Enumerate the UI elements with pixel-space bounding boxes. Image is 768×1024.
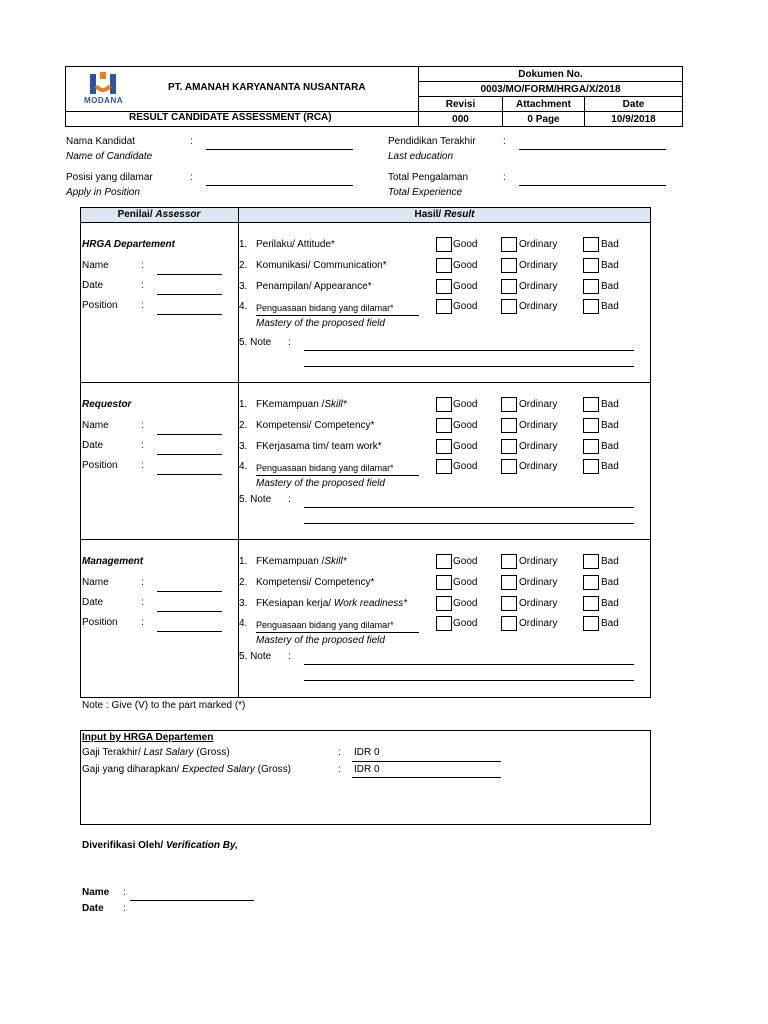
checkbox-ordinary[interactable] — [501, 237, 517, 252]
form-title: RESULT CANDIDATE ASSESSMENT (RCA) — [129, 112, 332, 123]
checkbox-good[interactable] — [436, 575, 452, 590]
education-input[interactable] — [519, 149, 666, 150]
option-label-good: Good — [453, 461, 478, 472]
criterion-label-text: FKemampuan / — [256, 556, 325, 567]
option-label-good: Good — [453, 618, 478, 629]
criterion-label — [256, 260, 387, 272]
assessor-name-label: Name — [82, 260, 109, 271]
criterion-label — [256, 462, 394, 474]
colon: : — [141, 617, 144, 628]
note-input-line-2[interactable] — [304, 366, 634, 367]
result-header-a: Hasil/ — [414, 209, 444, 220]
criterion-label — [256, 399, 347, 411]
criterion-label — [256, 281, 372, 293]
criterion-label — [256, 239, 335, 251]
option-label-good: Good — [453, 239, 478, 250]
assessor-header-a: Penilai/ — [117, 209, 156, 220]
mastery-label: Mastery of the proposed field — [256, 318, 385, 329]
result-column-header — [238, 209, 651, 221]
option-label-ordinary: Ordinary — [519, 577, 558, 588]
education-label: Pendidikan Terakhir — [388, 136, 476, 147]
option-label-ordinary: Ordinary — [519, 420, 558, 431]
note-input-line-2[interactable] — [304, 523, 634, 524]
last-salary-label-c: (Gross) — [193, 747, 230, 758]
verification-label-a: Diverifikasi Oleh/ — [82, 840, 166, 851]
criterion-label — [256, 556, 347, 568]
option-label-ordinary: Ordinary — [519, 461, 558, 472]
last-salary-label-b: Last Salary — [143, 747, 194, 758]
verifier-name-input[interactable] — [130, 900, 254, 901]
criterion-label — [256, 619, 394, 631]
option-label-bad: Bad — [601, 461, 619, 472]
candidate-name-input[interactable] — [206, 149, 353, 150]
assessor-date-label: Date — [82, 597, 104, 608]
option-label-bad: Bad — [601, 420, 619, 431]
checkbox-bad[interactable] — [583, 596, 599, 611]
checkbox-good[interactable] — [436, 237, 452, 252]
result-header-b: Result — [443, 209, 475, 220]
experience-label: Total Pengalaman — [388, 172, 469, 183]
experience-input[interactable] — [519, 185, 666, 186]
company-name: PT. AMANAH KARYANANTA NUSANTARA — [168, 82, 366, 93]
criterion-underline — [256, 315, 419, 316]
criterion-number: 4. — [239, 461, 248, 472]
colon: : — [141, 420, 144, 431]
criterion-label — [256, 441, 382, 453]
criterion-number: 2. — [239, 260, 248, 271]
option-label-ordinary: Ordinary — [519, 260, 558, 271]
checkbox-ordinary[interactable] — [501, 459, 517, 474]
revisi-value: 000 — [418, 111, 503, 127]
criterion-label-text: FKemampuan / — [256, 399, 325, 410]
assessor-name-input[interactable] — [157, 274, 222, 275]
assessor-date-input[interactable] — [157, 611, 222, 612]
criterion-label-italic: Work readiness* — [333, 598, 408, 609]
checkbox-good[interactable] — [436, 596, 452, 611]
note-input-line-1[interactable] — [304, 350, 634, 351]
position-applied-input[interactable] — [206, 185, 353, 186]
checkbox-ordinary[interactable] — [501, 258, 517, 273]
option-label-bad: Bad — [601, 301, 619, 312]
verifier-name-label: Name — [82, 887, 110, 898]
doc-no-label: Dokumen No. — [418, 66, 683, 82]
criterion-number: 3. — [239, 598, 248, 609]
criterion-label-italic: Skill* — [324, 556, 347, 567]
criterion-label-text: Penguasaan bidang yang dilamar* — [256, 303, 394, 313]
option-label-bad: Bad — [601, 618, 619, 629]
checkbox-ordinary[interactable] — [501, 596, 517, 611]
checkbox-bad[interactable] — [583, 616, 599, 631]
attachment-label: Attachment — [502, 96, 585, 112]
last-salary-value[interactable]: IDR 0 — [354, 747, 380, 758]
option-label-good: Good — [453, 420, 478, 431]
checkbox-good[interactable] — [436, 279, 452, 294]
last-salary-label — [82, 747, 230, 759]
colon: : — [123, 887, 126, 898]
assessor-position-input[interactable] — [157, 314, 222, 315]
checkbox-bad[interactable] — [583, 258, 599, 273]
colon: : — [141, 440, 144, 451]
checkbox-ordinary[interactable] — [501, 616, 517, 631]
option-label-bad: Bad — [601, 556, 619, 567]
note-input-line-1[interactable] — [304, 507, 634, 508]
colon: : — [288, 651, 291, 662]
assessor-name-input[interactable] — [157, 434, 222, 435]
option-label-good: Good — [453, 577, 478, 588]
assessor-position-label: Position — [82, 617, 118, 628]
criterion-number: 1. — [239, 399, 248, 410]
revisi-label: Revisi — [418, 96, 503, 112]
criterion-number: 3. — [239, 281, 248, 292]
note-label: 5. Note — [239, 651, 272, 662]
expected-salary-label-c: (Gross) — [254, 764, 292, 775]
assessor-name-label: Name — [82, 420, 109, 431]
section-divider — [80, 382, 651, 383]
footnote: Note : Give (V) to the part marked (*) — [82, 700, 246, 711]
expected-salary-label — [82, 764, 291, 776]
option-label-ordinary: Ordinary — [519, 399, 558, 410]
checkbox-bad[interactable] — [583, 575, 599, 590]
criterion-label-text: Penguasaan bidang yang dilamar* — [256, 620, 394, 630]
criterion-number: 2. — [239, 420, 248, 431]
assessor-position-input[interactable] — [157, 631, 222, 632]
criterion-number: 2. — [239, 577, 248, 588]
option-label-bad: Bad — [601, 239, 619, 250]
checkbox-bad[interactable] — [583, 237, 599, 252]
option-label-ordinary: Ordinary — [519, 441, 558, 452]
checkbox-good[interactable] — [436, 397, 452, 412]
checkbox-ordinary[interactable] — [501, 554, 517, 569]
assessor-position-input[interactable] — [157, 474, 222, 475]
criterion-label-italic: Skill* — [324, 399, 347, 410]
assessor-name-input[interactable] — [157, 591, 222, 592]
checkbox-good[interactable] — [436, 418, 452, 433]
colon: : — [123, 903, 126, 914]
option-label-ordinary: Ordinary — [519, 618, 558, 629]
colon: : — [503, 136, 506, 147]
assessor-date-label: Date — [82, 280, 104, 291]
section-title: Requestor — [82, 399, 132, 410]
checkbox-bad[interactable] — [583, 554, 599, 569]
criterion-label-text: FKesiapan kerja/ — [256, 598, 334, 609]
assessor-position-label: Position — [82, 300, 118, 311]
checkbox-ordinary[interactable] — [501, 439, 517, 454]
colon: : — [503, 172, 506, 183]
checkbox-bad[interactable] — [583, 279, 599, 294]
criterion-number: 4. — [239, 618, 248, 629]
criterion-label-text: Kompetensi/ Competency* — [256, 577, 375, 588]
doc-no-value: 0003/MO/FORM/HRGA/X/2018 — [418, 81, 683, 97]
date-label: Date — [584, 96, 683, 112]
criterion-label — [256, 598, 407, 610]
colon: : — [338, 764, 341, 775]
option-label-bad: Bad — [601, 281, 619, 292]
colon: : — [288, 494, 291, 505]
criterion-label-text: Penguasaan bidang yang dilamar* — [256, 463, 394, 473]
criterion-label-text: FKerjasama tim/ team work* — [256, 441, 382, 452]
company-logo — [84, 70, 124, 108]
checkbox-good[interactable] — [436, 616, 452, 631]
checkbox-good[interactable] — [436, 554, 452, 569]
assessor-header-b: Assessor — [155, 209, 201, 220]
colon: : — [190, 136, 193, 147]
criterion-underline — [256, 632, 419, 633]
position-applied-sub: Apply in Position — [66, 187, 140, 198]
colon: : — [141, 280, 144, 291]
option-label-ordinary: Ordinary — [519, 301, 558, 312]
section-title: Management — [82, 556, 144, 567]
expected-salary-label-b: Expected Salary — [182, 764, 255, 775]
criterion-number: 3. — [239, 441, 248, 452]
verification-label-b: Verification By, — [165, 840, 238, 851]
attachment-value: 0 Page — [502, 111, 585, 127]
checkbox-ordinary[interactable] — [501, 299, 517, 314]
option-label-ordinary: Ordinary — [519, 281, 558, 292]
candidate-name-sub: Name of Candidate — [66, 151, 153, 162]
colon: : — [141, 577, 144, 588]
checkbox-bad[interactable] — [583, 397, 599, 412]
option-label-good: Good — [453, 260, 478, 271]
assessor-date-input[interactable] — [157, 294, 222, 295]
checkbox-bad[interactable] — [583, 459, 599, 474]
experience-sub: Total Experience — [388, 187, 463, 198]
expected-salary-value[interactable]: IDR 0 — [354, 764, 380, 775]
criterion-number: 4. — [239, 301, 248, 312]
section-title: HRGA Departement — [82, 239, 175, 250]
checkbox-bad[interactable] — [583, 418, 599, 433]
criterion-underline — [256, 475, 419, 476]
expected-salary-label-a: Gaji yang diharapkan/ — [82, 764, 183, 775]
criterion-number: 1. — [239, 239, 248, 250]
option-label-good: Good — [453, 598, 478, 609]
checkbox-good[interactable] — [436, 439, 452, 454]
option-label-bad: Bad — [601, 399, 619, 410]
checkbox-bad[interactable] — [583, 299, 599, 314]
logo-text: MODANA — [84, 96, 123, 105]
assessor-column-header — [80, 209, 238, 221]
expected-salary-line — [352, 777, 501, 778]
criterion-label-text: Komunikasi/ Communication* — [256, 260, 387, 271]
colon: : — [141, 460, 144, 471]
checkbox-ordinary[interactable] — [501, 397, 517, 412]
assessor-date-label: Date — [82, 440, 104, 451]
option-label-bad: Bad — [601, 441, 619, 452]
criterion-label — [256, 302, 394, 314]
criterion-number: 1. — [239, 556, 248, 567]
option-label-bad: Bad — [601, 260, 619, 271]
logo-mark-icon — [84, 70, 124, 96]
option-label-good: Good — [453, 281, 478, 292]
checkbox-ordinary[interactable] — [501, 418, 517, 433]
checkbox-ordinary[interactable] — [501, 279, 517, 294]
hrga-input-title: Input by HRGA Departemen — [82, 732, 214, 743]
verifier-date-label: Date — [82, 903, 104, 914]
colon: : — [141, 300, 144, 311]
assessor-name-label: Name — [82, 577, 109, 588]
option-label-good: Good — [453, 399, 478, 410]
last-salary-label-a: Gaji Terakhir/ — [82, 747, 144, 758]
criterion-label — [256, 577, 374, 589]
option-label-bad: Bad — [601, 598, 619, 609]
assessor-position-label: Position — [82, 460, 118, 471]
option-label-good: Good — [453, 556, 478, 567]
option-label-good: Good — [453, 441, 478, 452]
option-label-ordinary: Ordinary — [519, 598, 558, 609]
date-value: 10/9/2018 — [584, 111, 683, 127]
last-salary-line — [352, 761, 501, 762]
criterion-label-text: Perilaku/ Attitude* — [256, 239, 335, 250]
note-input-line-1[interactable] — [304, 664, 634, 665]
education-sub: Last education — [388, 151, 454, 162]
note-label: 5. Note — [239, 337, 272, 348]
candidate-name-label: Nama Kandidat — [66, 136, 135, 147]
position-applied-label: Posisi yang dilamar — [66, 172, 153, 183]
checkbox-good[interactable] — [436, 459, 452, 474]
option-label-good: Good — [453, 301, 478, 312]
option-label-bad: Bad — [601, 577, 619, 588]
mastery-label: Mastery of the proposed field — [256, 478, 385, 489]
colon: : — [141, 597, 144, 608]
note-label: 5. Note — [239, 494, 272, 505]
option-label-ordinary: Ordinary — [519, 239, 558, 250]
colon: : — [338, 747, 341, 758]
mastery-label: Mastery of the proposed field — [256, 635, 385, 646]
checkbox-good[interactable] — [436, 258, 452, 273]
checkbox-ordinary[interactable] — [501, 575, 517, 590]
criterion-label-text: Penampilan/ Appearance* — [256, 281, 372, 292]
colon: : — [288, 337, 291, 348]
option-label-ordinary: Ordinary — [519, 556, 558, 567]
section-divider — [80, 539, 651, 540]
checkbox-bad[interactable] — [583, 439, 599, 454]
colon: : — [141, 260, 144, 271]
criterion-label — [256, 420, 374, 432]
verification-label — [82, 840, 238, 852]
colon: : — [190, 172, 193, 183]
checkbox-good[interactable] — [436, 299, 452, 314]
assessor-date-input[interactable] — [157, 454, 222, 455]
note-input-line-2[interactable] — [304, 680, 634, 681]
criterion-label-text: Kompetensi/ Competency* — [256, 420, 375, 431]
